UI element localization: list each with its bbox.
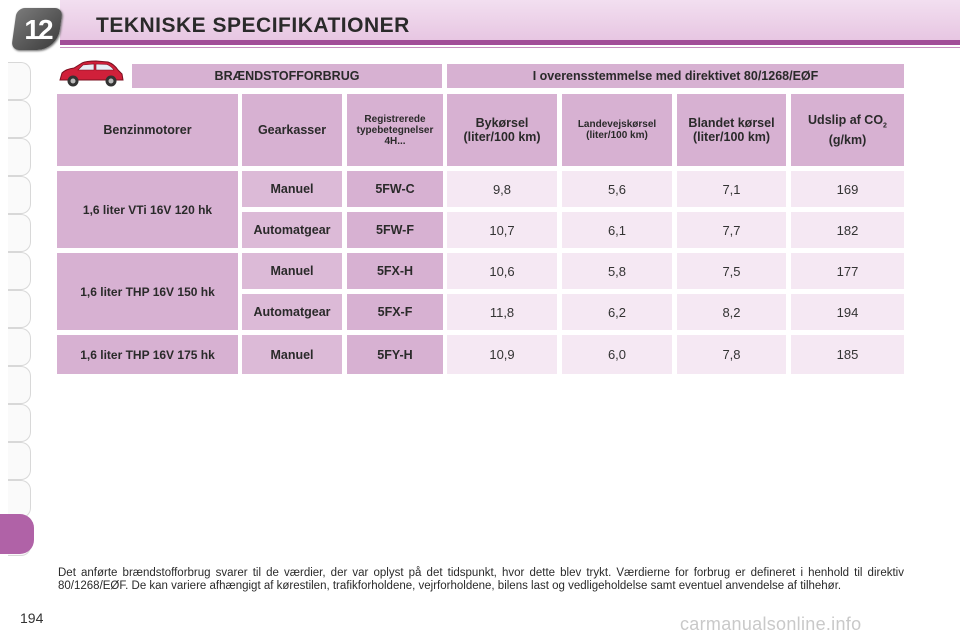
type-code-cell: 5FX-F	[347, 294, 443, 330]
chapter-tab-active[interactable]	[0, 514, 34, 554]
gearbox-cell: Automatgear	[242, 294, 342, 330]
combined-value: 7,7	[677, 212, 786, 248]
section-title-consumption: BRÆNDSTOFFORBRUG	[132, 64, 442, 88]
combined-value: 7,8	[677, 335, 786, 374]
type-code-cell: 5FY-H	[347, 335, 443, 374]
co2-subscript: 2	[883, 122, 887, 130]
chapter-tab[interactable]	[8, 62, 31, 100]
urban-value: 9,8	[447, 171, 557, 207]
co2-value: 182	[791, 212, 904, 248]
engine-cell: 1,6 liter THP 16V 175 hk	[57, 335, 238, 374]
column-header-engine: Benzinmotorer	[57, 94, 238, 166]
chapter-tab[interactable]	[8, 328, 31, 366]
column-header-combined: Blandet kørsel (liter/100 km)	[677, 94, 786, 166]
engine-cell: 1,6 liter VTi 16V 120 hk	[57, 171, 238, 248]
chapter-tab[interactable]	[8, 252, 31, 290]
gearbox-cell: Manuel	[242, 171, 342, 207]
chapter-number: 12	[24, 14, 52, 45]
column-header-gearbox: Gearkasser	[242, 94, 342, 166]
urban-value: 10,7	[447, 212, 557, 248]
extra-urban-value: 6,0	[562, 335, 672, 374]
co2-prefix: Udslip af CO	[808, 112, 884, 127]
watermark: carmanualsonline.info	[680, 614, 862, 634]
page-number: 194	[20, 610, 44, 626]
combined-value: 8,2	[677, 294, 786, 330]
chapter-tab[interactable]	[8, 442, 31, 480]
extra-urban-value: 6,2	[562, 294, 672, 330]
type-code-cell: 5FX-H	[347, 253, 443, 289]
gearbox-cell: Manuel	[242, 253, 342, 289]
gearbox-cell: Manuel	[242, 335, 342, 374]
chapter-tab-strip	[0, 62, 32, 572]
header-rule-thin	[60, 47, 960, 48]
gearbox-cell: Automatgear	[242, 212, 342, 248]
urban-value: 11,8	[447, 294, 557, 330]
chapter-tab[interactable]	[8, 176, 31, 214]
chapter-tab[interactable]	[8, 480, 31, 518]
extra-urban-value: 5,6	[562, 171, 672, 207]
chapter-tab[interactable]	[8, 100, 31, 138]
type-code-cell: 5FW-C	[347, 171, 443, 207]
urban-value: 10,6	[447, 253, 557, 289]
column-header-urban: Bykørsel (liter/100 km)	[447, 94, 557, 166]
column-header-type-code: Registrerede typebetegnelser 4H...	[347, 94, 443, 166]
page-title: TEKNISKE SPECIFIKATIONER	[96, 14, 410, 37]
page-header	[0, 0, 960, 60]
chapter-tab[interactable]	[8, 138, 31, 176]
column-header-co2	[791, 94, 904, 166]
co2-value: 177	[791, 253, 904, 289]
co2-label	[808, 113, 887, 134]
section-title-directive: I overensstemmelse med direktivet 80/1268/EØF	[447, 64, 904, 88]
co2-value: 194	[791, 294, 904, 330]
header-rule	[60, 40, 960, 45]
co2-value: 169	[791, 171, 904, 207]
column-header-extra-urban: Landevejskørsel (liter/100 km)	[562, 94, 672, 166]
chapter-tab[interactable]	[8, 404, 31, 442]
co2-value: 185	[791, 335, 904, 374]
combined-value: 7,5	[677, 253, 786, 289]
combined-value: 7,1	[677, 171, 786, 207]
footnote: Det anførte brændstofforbrug svarer til de værdier, der var oplyst på det tidspunkt, hvor dette blev trykt. Værdierne for forbrug er defineret i henhold til direktiv 80/1268/EØF. De kan variere afhængigt af kørestilen, trafikforholdene, vejrforholdene, bilens last og vedligeholdelse samt eventuel anvendelse af tilhehør.	[58, 567, 904, 592]
urban-value: 10,9	[447, 335, 557, 374]
type-code-cell: 5FW-F	[347, 212, 443, 248]
co2-unit: (g/km)	[828, 133, 867, 148]
car-icon	[56, 58, 126, 90]
engine-cell: 1,6 liter THP 16V 150 hk	[57, 253, 238, 330]
chapter-tab[interactable]	[8, 214, 31, 252]
extra-urban-value: 6,1	[562, 212, 672, 248]
chapter-tab[interactable]	[8, 290, 31, 328]
extra-urban-value: 5,8	[562, 253, 672, 289]
chapter-tab[interactable]	[8, 366, 31, 404]
